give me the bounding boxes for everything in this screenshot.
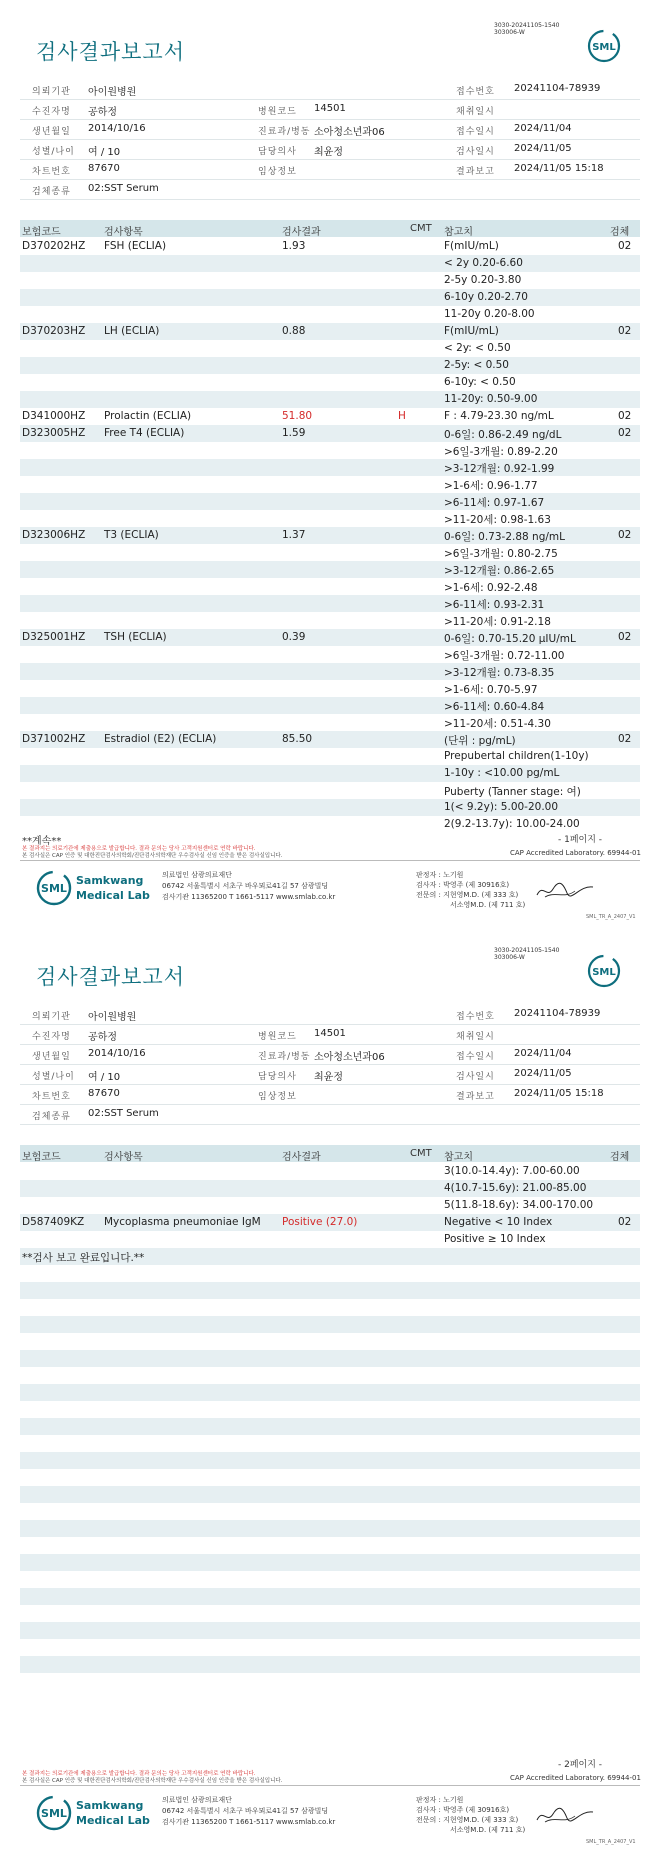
table-row	[20, 425, 640, 442]
header-divider	[20, 199, 640, 200]
cell-reference: >6-11세: 0.60-4.84	[444, 701, 545, 713]
signer-line: 검사자 : 박영주 (제 30916호)	[416, 881, 510, 889]
value-patient: 공하정	[88, 107, 117, 118]
label-dob: 생년월일	[32, 127, 71, 137]
table-row	[20, 459, 640, 476]
value-hospital-code: 14501	[314, 103, 346, 114]
document-number: 3030-20241105-1540 303006-W	[494, 947, 560, 961]
cell-result: 1.93	[282, 240, 306, 252]
cell-reference: >3-12개월: 0.73-8.35	[444, 667, 555, 679]
th-result: 검사결과	[282, 1152, 321, 1163]
th-specimen: 검체	[610, 227, 630, 238]
label-collect-date: 채취일시	[456, 107, 495, 117]
th-specimen: 검체	[610, 1152, 630, 1163]
signer-line: 검사자 : 박영주 (제 30916호)	[416, 1806, 510, 1814]
table-row-blank	[20, 1605, 640, 1622]
table-row	[20, 272, 640, 289]
cell-code: D370202HZ	[22, 240, 86, 252]
label-specimen: 검체종류	[32, 1112, 71, 1122]
svg-text:SML: SML	[592, 967, 616, 978]
table-header	[20, 1145, 640, 1162]
label-specimen: 검체종류	[32, 187, 71, 197]
table-row-blank	[20, 1486, 640, 1503]
value-report-date: 2024/11/05 15:18	[514, 1088, 604, 1099]
value-hospital-code: 14501	[314, 1028, 346, 1039]
cell-item: Mycoplasma pneumoniae IgM	[104, 1216, 261, 1228]
th-item: 검사항목	[104, 227, 143, 238]
value-doctor: 최윤정	[314, 147, 343, 158]
org-address: 06742 서울특별시 서초구 바우뫼로41길 57 삼광빌딩	[162, 1807, 329, 1815]
label-receipt: 접수번호	[456, 1012, 495, 1022]
cap-accreditation: CAP Accredited Laboratory. 69944-01	[510, 849, 641, 857]
table-row	[20, 799, 640, 816]
label-doctor: 담당의사	[258, 147, 297, 157]
header-divider	[20, 1124, 640, 1125]
cell-reference: >3-12개월: 0.86-2.65	[444, 565, 555, 577]
document-number: 3030-20241105-1540 303006-W	[494, 22, 560, 36]
table-row	[20, 748, 640, 765]
cell-specimen: 02	[618, 733, 632, 745]
cell-reference: Prepubertal children(1-10y)	[444, 750, 589, 762]
svg-text:SML: SML	[41, 1807, 67, 1820]
value-dob: 2014/10/16	[88, 1048, 146, 1059]
form-code: SML_TR_A_2407_V1	[586, 914, 636, 920]
table-row	[20, 1180, 640, 1197]
org-name: 의료법인 삼광의료재단	[162, 1796, 232, 1804]
cell-reference: < 2y: < 0.50	[444, 342, 511, 354]
signer-line: 서소영M.D. (제 711 호)	[450, 901, 526, 909]
table-row	[20, 680, 640, 697]
label-receipt-date: 접수일시	[456, 127, 495, 137]
value-dob: 2014/10/16	[88, 123, 146, 134]
table-row	[20, 238, 640, 255]
label-dept: 진료과/병동	[258, 127, 311, 137]
table-row-blank	[20, 1350, 640, 1367]
table-row-blank	[20, 1435, 640, 1452]
table-row	[20, 1231, 640, 1248]
cell-result: Positive (27.0)	[282, 1216, 358, 1228]
label-patient: 수진자명	[32, 107, 71, 117]
org-address: 06742 서울특별시 서초구 바우뫼로41길 57 삼광빌딩	[162, 882, 329, 890]
cell-reference: 3(10.0-14.4y): 7.00-60.00	[444, 1165, 580, 1177]
value-test-date: 2024/11/05	[514, 1068, 572, 1079]
value-chart: 87670	[88, 1088, 120, 1099]
signature-image	[535, 1804, 595, 1826]
cell-reference: >1-6세: 0.96-1.77	[444, 480, 538, 492]
label-dob: 생년월일	[32, 1052, 71, 1062]
th-ref: 참고치	[444, 227, 473, 238]
value-specimen: 02:SST Serum	[88, 1108, 159, 1119]
table-row-blank	[20, 1282, 640, 1299]
cell-reference: 4(10.7-15.6y): 21.00-85.00	[444, 1182, 587, 1194]
medical-lab-name: Medical Lab	[76, 889, 150, 902]
th-ref: 참고치	[444, 1152, 473, 1163]
cell-code: D323005HZ	[22, 427, 86, 439]
cell-reference: >11-20세: 0.51-4.30	[444, 718, 551, 730]
header-divider	[20, 159, 640, 160]
table-row-blank	[20, 1571, 640, 1588]
cell-code: D341000HZ	[22, 410, 86, 422]
table-row	[20, 544, 640, 561]
table-row	[20, 255, 640, 272]
cell-reference: 2-5y: < 0.50	[444, 359, 509, 371]
cell-reference: Positive ≥ 10 Index	[444, 1233, 546, 1245]
footer-note: 본 검사실은 CAP 인증 및 대한진단검사의학회/진단검사의학재단 우수검사실 신임 인증을 받은 검사실입니다.	[22, 1778, 283, 1784]
th-cmt: CMT	[410, 223, 432, 234]
value-sex-age: 여 / 10	[88, 147, 121, 158]
report-page-2	[0, 925, 655, 1850]
footer-note-red: 본 결과지는 의료기관에 제출용으로 발급합니다. 결과 문의는 당사 고객지원센터로 연락 바랍니다.	[22, 1771, 256, 1777]
cell-reference: 6-10y 0.20-2.70	[444, 291, 528, 303]
table-row-blank	[20, 1554, 640, 1571]
table-row	[20, 663, 640, 680]
table-row	[20, 510, 640, 527]
table-row-blank	[20, 1265, 640, 1282]
table-row-blank	[20, 1401, 640, 1418]
table-row	[20, 612, 640, 629]
cell-reference: >6일-3개월: 0.89-2.20	[444, 446, 558, 458]
continued-label: **계속**	[22, 836, 62, 847]
label-report-date: 결과보고	[456, 1092, 495, 1102]
value-dept: 소아청소년과06	[314, 1052, 385, 1063]
cell-reference: 2-5y 0.20-3.80	[444, 274, 522, 286]
footer-note-red: 본 결과지는 의료기관에 제출용으로 발급합니다. 결과 문의는 당사 고객지원센터로 연락 바랍니다.	[22, 846, 256, 852]
table-row-blank	[20, 1622, 640, 1639]
samkwang-name: Samkwang	[76, 1799, 144, 1812]
cell-reference: 6-10y: < 0.50	[444, 376, 516, 388]
cell-code: D323006HZ	[22, 529, 86, 541]
header-divider	[20, 1024, 640, 1025]
cell-reference: >1-6세: 0.70-5.97	[444, 684, 538, 696]
cell-result: 1.59	[282, 427, 306, 439]
table-row-blank	[20, 1316, 640, 1333]
table-row	[20, 1197, 640, 1214]
table-row	[20, 357, 640, 374]
table-row-blank	[20, 1333, 640, 1350]
value-hospital: 아이원병원	[88, 1012, 137, 1023]
table-row-blank	[20, 1299, 640, 1316]
cell-reference: F(mIU/mL)	[444, 240, 499, 252]
table-row	[20, 527, 640, 544]
cell-reference: 1(< 9.2y): 5.00-20.00	[444, 801, 559, 813]
org-name: 의료법인 삼광의료재단	[162, 871, 232, 879]
table-row-blank	[20, 1452, 640, 1469]
header-divider	[20, 1044, 640, 1045]
org-contact: 검사기관 11365200 T 1661-5117 www.smlab.co.kr	[162, 1818, 336, 1826]
th-result: 검사결과	[282, 227, 321, 238]
signer-line: 전문의 : 지현영M.D. (제 333 호)	[416, 1816, 519, 1824]
signer-line: 판정자 : 노기원	[416, 1796, 464, 1804]
label-doctor: 담당의사	[258, 1072, 297, 1082]
value-receipt-date: 2024/11/04	[514, 1048, 572, 1059]
header-divider	[20, 99, 640, 100]
table-row-blank	[20, 1520, 640, 1537]
signature-image	[535, 879, 595, 901]
cell-reference: 0-6일: 0.86-2.49 ng/dL	[444, 429, 562, 441]
table-row	[20, 816, 640, 833]
svg-text:SML: SML	[41, 882, 67, 895]
table-row-blank	[20, 1384, 640, 1401]
table-row-blank	[20, 1418, 640, 1435]
cell-reference: >1-6세: 0.92-2.48	[444, 582, 538, 594]
label-hospital: 의뢰기관	[32, 87, 71, 97]
table-row	[20, 391, 640, 408]
th-code: 보험코드	[22, 227, 61, 238]
label-hospital-code: 병원코드	[258, 107, 297, 117]
cell-code: D325001HZ	[22, 631, 86, 643]
page-number: - 2페이지 -	[558, 1760, 603, 1770]
cell-reference: 1-10y : <10.00 pg/mL	[444, 767, 560, 779]
table-row-blank	[20, 1469, 640, 1486]
cell-specimen: 02	[618, 631, 632, 643]
cell-reference: >3-12개월: 0.92-1.99	[444, 463, 555, 475]
table-row-blank	[20, 1588, 640, 1605]
samkwang-logo	[34, 868, 154, 908]
label-collect-date: 채취일시	[456, 1032, 495, 1042]
cell-cmt: H	[398, 410, 406, 422]
cell-item: Prolactin (ECLIA)	[104, 410, 192, 422]
cell-reference: F(mIU/mL)	[444, 325, 499, 337]
sml-logo-icon	[586, 953, 622, 989]
table-row	[20, 476, 640, 493]
label-hospital-code: 병원코드	[258, 1032, 297, 1042]
cell-result: 51.80	[282, 410, 313, 422]
label-report-date: 결과보고	[456, 167, 495, 177]
table-row	[20, 340, 640, 357]
page-title: 검사결과보고서	[36, 40, 186, 64]
svg-text:SML: SML	[592, 42, 616, 53]
sml-logo-icon	[586, 28, 622, 64]
cell-result: 85.50	[282, 733, 313, 745]
th-cmt: CMT	[410, 1148, 432, 1159]
cell-item: T3 (ECLIA)	[104, 529, 159, 541]
value-dept: 소아청소년과06	[314, 127, 385, 138]
table-row	[20, 629, 640, 646]
cell-reference: 11-20y 0.20-8.00	[444, 308, 535, 320]
label-patient: 수진자명	[32, 1032, 71, 1042]
cell-item: Free T4 (ECLIA)	[104, 427, 185, 439]
footer-divider	[20, 860, 640, 861]
label-hospital: 의뢰기관	[32, 1012, 71, 1022]
label-receipt-date: 접수일시	[456, 1052, 495, 1062]
table-row	[20, 731, 640, 748]
table-row	[20, 697, 640, 714]
table-row	[20, 595, 640, 612]
cell-reference: >11-20세: 0.91-2.18	[444, 616, 551, 628]
header-divider	[20, 1104, 640, 1105]
value-test-date: 2024/11/05	[514, 143, 572, 154]
cell-reference: >6-11세: 0.93-2.31	[444, 599, 545, 611]
cell-specimen: 02	[618, 427, 632, 439]
cap-accreditation: CAP Accredited Laboratory. 69944-01	[510, 1774, 641, 1782]
cell-item: TSH (ECLIA)	[104, 631, 167, 643]
table-row-blank	[20, 1537, 640, 1554]
table-row	[20, 1248, 640, 1265]
th-code: 보험코드	[22, 1152, 61, 1163]
label-clinical: 임상정보	[258, 1092, 297, 1102]
value-chart: 87670	[88, 163, 120, 174]
org-contact: 검사기관 11365200 T 1661-5117 www.smlab.co.kr	[162, 893, 336, 901]
cell-specimen: 02	[618, 240, 632, 252]
cell-reference: 0-6일: 0.70-15.20 μIU/mL	[444, 633, 576, 645]
table-row-blank	[20, 1639, 640, 1656]
header-divider	[20, 179, 640, 180]
samkwang-name: Samkwang	[76, 874, 144, 887]
cell-reference: 0-6일: 0.73-2.88 ng/mL	[444, 531, 565, 543]
page-number: - 1페이지 -	[558, 835, 603, 845]
label-chart: 차트번호	[32, 167, 71, 177]
cell-reference: < 2y 0.20-6.60	[444, 257, 523, 269]
table-row-blank	[20, 1656, 640, 1673]
value-sex-age: 여 / 10	[88, 1072, 121, 1083]
cell-result: 0.88	[282, 325, 306, 337]
label-dept: 진료과/병동	[258, 1052, 311, 1062]
label-test-date: 검사일시	[456, 147, 495, 157]
header-divider	[20, 139, 640, 140]
cell-reference: 11-20y: 0.50-9.00	[444, 393, 538, 405]
table-row-blank	[20, 1367, 640, 1384]
cell-reference: >6-11세: 0.97-1.67	[444, 497, 545, 509]
cell-reference: Puberty (Tanner stage: 여)	[444, 786, 581, 798]
cell-reference: F : 4.79-23.30 ng/mL	[444, 410, 554, 422]
table-row-blank	[20, 1503, 640, 1520]
value-patient: 공하정	[88, 1032, 117, 1043]
table-row	[20, 561, 640, 578]
label-clinical: 임상정보	[258, 167, 297, 177]
signer-line: 서소영M.D. (제 711 호)	[450, 1826, 526, 1834]
page-title: 검사결과보고서	[36, 965, 186, 989]
table-row	[20, 408, 640, 425]
header-divider	[20, 119, 640, 120]
table-row	[20, 493, 640, 510]
cell-reference: 2(9.2-13.7y): 10.00-24.00	[444, 818, 580, 830]
cell-specimen: 02	[618, 410, 632, 422]
signer-line: 전문의 : 지현영M.D. (제 333 호)	[416, 891, 519, 899]
cell-reference: Negative < 10 Index	[444, 1216, 553, 1228]
label-sex-age: 성별/나이	[32, 1072, 75, 1082]
cell-reference: (단위 : pg/mL)	[444, 735, 516, 747]
cell-specimen: 02	[618, 1216, 632, 1228]
cell-item: FSH (ECLIA)	[104, 240, 167, 252]
form-code: SML_TR_A_2407_V1	[586, 1839, 636, 1845]
cell-code: D371002HZ	[22, 733, 86, 745]
table-row	[20, 289, 640, 306]
label-receipt: 접수번호	[456, 87, 495, 97]
value-specimen: 02:SST Serum	[88, 183, 159, 194]
value-report-date: 2024/11/05 15:18	[514, 163, 604, 174]
cell-result: 1.37	[282, 529, 306, 541]
label-test-date: 검사일시	[456, 1072, 495, 1082]
value-doctor: 최윤정	[314, 1072, 343, 1083]
samkwang-logo	[34, 1793, 154, 1833]
cell-reference: 5(11.8-18.6y): 34.00-170.00	[444, 1199, 594, 1211]
value-receipt-date: 2024/11/04	[514, 123, 572, 134]
cell-code: D370203HZ	[22, 325, 86, 337]
table-row	[20, 442, 640, 459]
table-row	[20, 306, 640, 323]
cell-code: **검사 보고 완료입니다.**	[22, 1252, 145, 1264]
cell-code: D587409KZ	[22, 1216, 85, 1228]
table-row	[20, 646, 640, 663]
cell-specimen: 02	[618, 529, 632, 541]
table-header	[20, 220, 640, 237]
header-divider	[20, 1064, 640, 1065]
signer-line: 판정자 : 노기원	[416, 871, 464, 879]
cell-reference: >6일-3개월: 0.80-2.75	[444, 548, 558, 560]
table-row	[20, 578, 640, 595]
value-receipt: 20241104-78939	[514, 83, 601, 94]
cell-item: LH (ECLIA)	[104, 325, 160, 337]
footer-note: 본 검사실은 CAP 인증 및 대한진단검사의학회/진단검사의학재단 우수검사실 신임 인증을 받은 검사실입니다.	[22, 853, 283, 859]
header-divider	[20, 1084, 640, 1085]
medical-lab-name: Medical Lab	[76, 1814, 150, 1827]
label-sex-age: 성별/나이	[32, 147, 75, 157]
cell-reference: >11-20세: 0.98-1.63	[444, 514, 551, 526]
cell-item: Estradiol (E2) (ECLIA)	[104, 733, 217, 745]
table-row	[20, 782, 640, 799]
footer-divider	[20, 1785, 640, 1786]
th-item: 검사항목	[104, 1152, 143, 1163]
table-row	[20, 1214, 640, 1231]
table-row	[20, 1163, 640, 1180]
table-row	[20, 323, 640, 340]
value-receipt: 20241104-78939	[514, 1008, 601, 1019]
value-hospital: 아이원병원	[88, 87, 137, 98]
cell-specimen: 02	[618, 325, 632, 337]
cell-reference: >6일-3개월: 0.72-11.00	[444, 650, 565, 662]
cell-result: 0.39	[282, 631, 306, 643]
table-row	[20, 374, 640, 391]
table-row	[20, 765, 640, 782]
label-chart: 차트번호	[32, 1092, 71, 1102]
table-row	[20, 714, 640, 731]
